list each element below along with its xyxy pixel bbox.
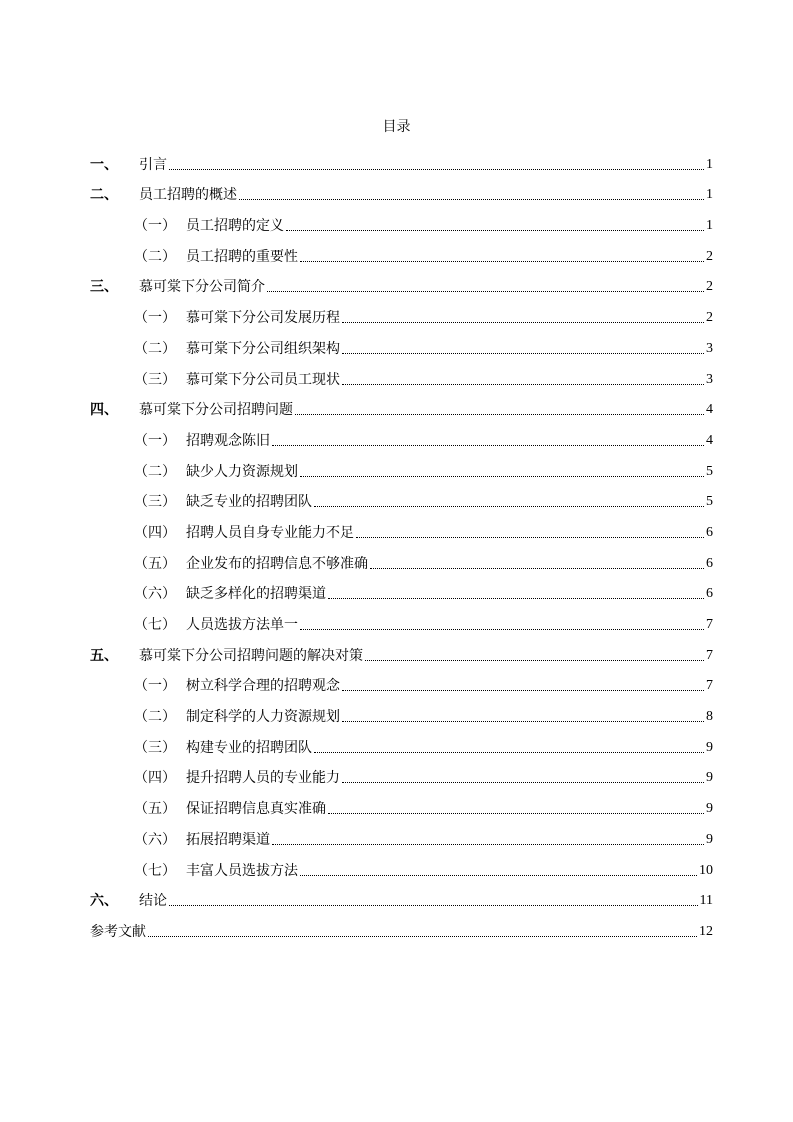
toc-dot-leader <box>342 782 704 783</box>
toc-entry-number: （二） <box>134 709 176 726</box>
toc-dot-leader <box>314 752 704 753</box>
toc-entry[interactable] <box>90 758 713 789</box>
toc-entry-number: （一） <box>134 678 176 695</box>
toc-entry-label: 保证招聘信息真实准确 <box>186 801 326 818</box>
toc-dot-leader <box>342 384 704 385</box>
toc-entry-label: 参考文献 <box>90 923 146 940</box>
toc-dot-leader <box>342 721 704 722</box>
toc-dot-leader <box>314 506 704 507</box>
toc-entry[interactable] <box>90 727 713 758</box>
toc-entry-label: 结论 <box>139 893 167 910</box>
toc-entry-page-number: 4 <box>706 402 713 418</box>
toc-title: 目录 <box>382 119 411 135</box>
toc-entry-number: （七） <box>134 862 176 879</box>
toc-dot-leader <box>300 261 704 262</box>
toc-entry-number: （二） <box>134 340 176 357</box>
toc-entry[interactable] <box>90 328 713 359</box>
toc-entry[interactable] <box>90 788 713 819</box>
toc-entry[interactable] <box>90 635 713 666</box>
toc-dot-leader <box>169 905 698 906</box>
toc-dot-leader <box>328 598 704 599</box>
toc-entry[interactable] <box>90 911 713 942</box>
toc-entry-page-number: 9 <box>706 831 713 847</box>
toc-dot-leader <box>328 813 704 814</box>
toc-entry-page-number: 1 <box>706 218 713 234</box>
toc-dot-leader <box>342 690 704 691</box>
toc-entry-number: （四） <box>134 524 176 541</box>
toc-entry-number: 二、 <box>90 187 118 204</box>
toc-entry-label: 缺乏专业的招聘团队 <box>186 494 312 511</box>
toc-dot-leader <box>300 476 704 477</box>
toc-entry-page-number: 1 <box>706 187 713 203</box>
toc-entry[interactable] <box>90 666 713 697</box>
toc-entry-label: 缺乏多样化的招聘渠道 <box>186 586 326 603</box>
toc-entry-label: 慕可棠下分公司发展历程 <box>186 310 340 327</box>
toc-entry-number: 六、 <box>90 893 118 910</box>
toc-entry[interactable] <box>90 604 713 635</box>
toc-entry-page-number: 8 <box>706 709 713 725</box>
toc-entry-page-number: 11 <box>699 893 713 909</box>
toc-entry-number: （一） <box>134 310 176 327</box>
toc-entry-label: 慕可棠下分公司简介 <box>139 279 265 296</box>
toc-dot-leader <box>365 660 704 661</box>
toc-entry[interactable] <box>90 850 713 881</box>
toc-entry[interactable] <box>90 236 713 267</box>
toc-entry-label: 慕可棠下分公司招聘问题 <box>139 402 293 419</box>
toc-dot-leader <box>148 936 697 937</box>
toc-entry-page-number: 5 <box>706 494 713 510</box>
toc-entry[interactable] <box>90 696 713 727</box>
toc-dot-leader <box>300 875 697 876</box>
toc-entry-page-number: 7 <box>706 647 713 663</box>
toc-entry-number: 一、 <box>90 156 118 173</box>
toc-entry-page-number: 9 <box>706 739 713 755</box>
toc-dot-leader <box>342 353 704 354</box>
toc-entry-label: 员工招聘的概述 <box>139 187 237 204</box>
toc-entry-page-number: 1 <box>706 156 713 172</box>
toc-entry-page-number: 3 <box>706 371 713 387</box>
toc-entry[interactable] <box>90 819 713 850</box>
toc-dot-leader <box>356 537 704 538</box>
toc-entry-page-number: 9 <box>706 770 713 786</box>
toc-entry-label: 企业发布的招聘信息不够准确 <box>186 555 368 572</box>
toc-entry-label: 制定科学的人力资源规划 <box>186 709 340 726</box>
toc-entry-label: 提升招聘人员的专业能力 <box>186 770 340 787</box>
toc-entry-label: 人员选拔方法单一 <box>186 617 298 633</box>
toc-entry[interactable] <box>90 451 713 482</box>
toc-entry-number: （四） <box>134 770 176 787</box>
toc-entry-number: （七） <box>134 617 176 633</box>
toc-entry[interactable] <box>90 175 713 206</box>
toc-entry-label: 缺少人力资源规划 <box>186 463 298 480</box>
toc-entry-page-number: 7 <box>706 678 713 694</box>
toc-dot-leader <box>342 322 704 323</box>
toc-entry-label: 树立科学合理的招聘观念 <box>186 678 340 695</box>
toc-entry-label: 拓展招聘渠道 <box>186 831 270 848</box>
toc-entry-number: （五） <box>134 555 176 572</box>
toc-entry[interactable] <box>90 390 713 421</box>
toc-entry-page-number: 4 <box>706 432 713 448</box>
toc-entry-label: 员工招聘的重要性 <box>186 248 298 265</box>
toc-entry-number: （五） <box>134 801 176 818</box>
toc-entry-label: 员工招聘的定义 <box>186 218 284 235</box>
toc-entry-label: 慕可棠下分公司招聘问题的解决对策 <box>139 647 363 664</box>
toc-entry-label: 引言 <box>139 156 167 173</box>
toc-entry[interactable] <box>90 482 713 513</box>
toc-entry[interactable] <box>90 512 713 543</box>
toc-entry-number: （一） <box>134 218 176 235</box>
toc-entry-number: （六） <box>134 831 176 848</box>
toc-dot-leader <box>300 629 704 630</box>
toc-entry-number: （二） <box>134 463 176 480</box>
toc-dot-leader <box>272 445 704 446</box>
toc-entry[interactable] <box>90 144 713 175</box>
toc-entry-label: 慕可棠下分公司员工现状 <box>186 371 340 388</box>
toc-entry-page-number: 6 <box>706 524 713 540</box>
toc-entry[interactable] <box>90 420 713 451</box>
toc-entry-label: 招聘观念陈旧 <box>186 432 270 449</box>
toc-entry-page-number: 2 <box>706 279 713 295</box>
toc-entry-page-number: 7 <box>706 617 713 632</box>
toc-entry-page-number: 2 <box>706 310 713 326</box>
toc-dot-leader <box>169 169 704 170</box>
toc-list <box>90 144 713 942</box>
toc-entry-page-number: 6 <box>706 586 713 602</box>
toc-dot-leader <box>272 844 704 845</box>
toc-entry-number: 五、 <box>90 647 118 664</box>
toc-entry-label: 丰富人员选拔方法 <box>186 862 298 879</box>
toc-entry-number: （三） <box>134 371 176 388</box>
toc-entry-page-number: 2 <box>706 248 713 264</box>
toc-entry-number: 四、 <box>90 402 118 419</box>
toc-entry-number: （三） <box>134 494 176 511</box>
toc-entry-page-number: 5 <box>706 463 713 479</box>
toc-entry-label: 构建专业的招聘团队 <box>186 739 312 756</box>
toc-entry[interactable] <box>90 297 713 328</box>
toc-entry[interactable] <box>90 359 713 390</box>
toc-entry-label: 招聘人员自身专业能力不足 <box>186 524 354 541</box>
toc-entry[interactable] <box>90 205 713 236</box>
toc-entry-number: （三） <box>134 739 176 756</box>
toc-dot-leader <box>239 199 704 200</box>
toc-entry[interactable] <box>90 881 713 912</box>
toc-entry-number: 三、 <box>90 279 118 296</box>
toc-entry-page-number: 12 <box>699 923 713 939</box>
toc-entry-page-number: 10 <box>699 862 713 878</box>
toc-entry-label: 慕可棠下分公司组织架构 <box>186 340 340 357</box>
toc-dot-leader <box>370 568 704 569</box>
toc-entry-number: （一） <box>134 432 176 449</box>
toc-entry[interactable] <box>90 574 713 605</box>
toc-entry[interactable] <box>90 543 713 574</box>
toc-dot-leader <box>295 414 704 415</box>
toc-entry-page-number: 9 <box>706 801 713 817</box>
toc-entry-number: （六） <box>134 586 176 603</box>
toc-dot-leader <box>286 230 704 231</box>
toc-entry-page-number: 3 <box>706 340 713 356</box>
toc-entry-page-number: 6 <box>706 555 713 571</box>
toc-dot-leader <box>267 291 704 292</box>
toc-entry[interactable] <box>90 267 713 298</box>
toc-entry-number: （二） <box>134 248 176 265</box>
